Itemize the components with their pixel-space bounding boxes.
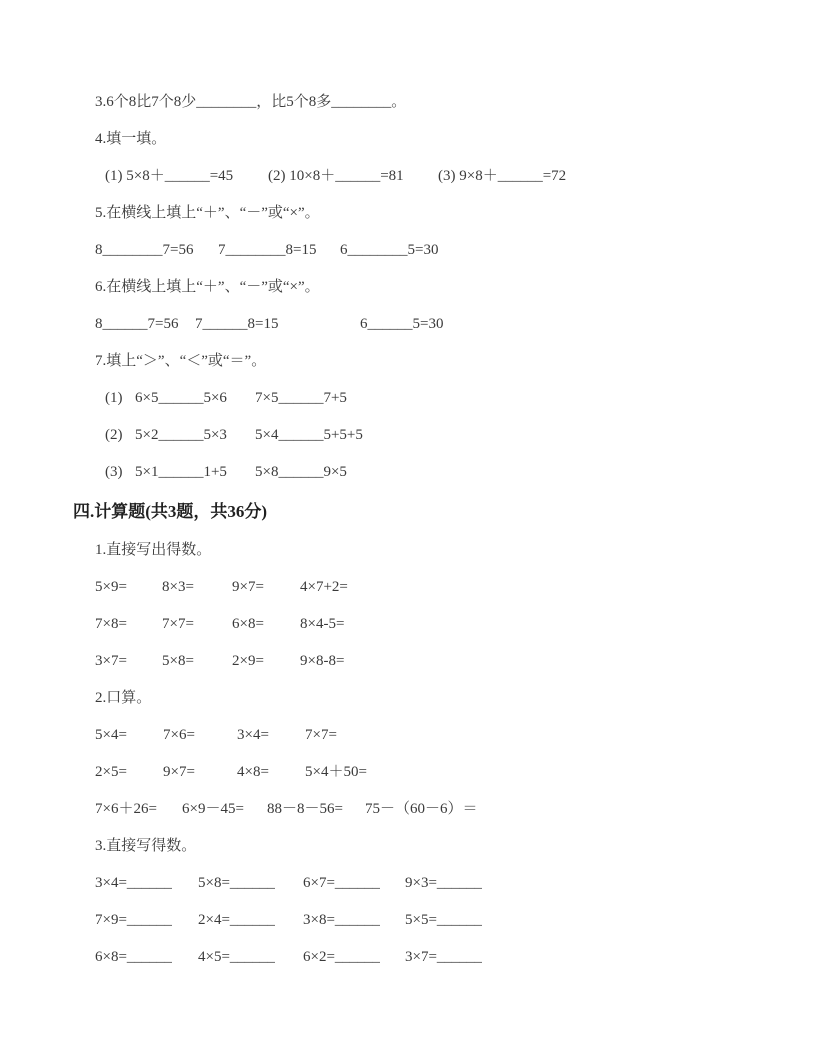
calc-1-row bbox=[95, 643, 756, 680]
fill-blank-item: 8______7=56 bbox=[95, 316, 179, 332]
compare-item: 5×8______9×5 bbox=[255, 464, 347, 480]
equation: 6×9－45= bbox=[182, 801, 244, 817]
equation: 5×9= bbox=[95, 579, 127, 595]
equation: 6×8= bbox=[232, 616, 264, 632]
fill-blank-item: (3) 9×8＋______=72 bbox=[438, 168, 567, 184]
section-4-title: 四.计算题(共3题，共36分) bbox=[73, 502, 268, 521]
question-5-items bbox=[95, 232, 756, 269]
fill-blank-item: 6______5=30 bbox=[360, 316, 444, 332]
equation: 5×8= bbox=[162, 653, 194, 669]
question-5-label: 5.在横线上填上“＋”、“－”或“×”。 bbox=[95, 205, 320, 221]
equation-blank: 5×8=______ bbox=[198, 875, 275, 891]
question-7-label: 7.填上“＞”、“＜”或“＝”。 bbox=[95, 353, 267, 369]
question-7-row bbox=[95, 454, 756, 491]
calc-1-row bbox=[95, 606, 756, 643]
equation-blank: 6×2=______ bbox=[303, 949, 380, 965]
fill-blank-item: 8________7=56 bbox=[95, 242, 194, 258]
equation: 2×5= bbox=[95, 764, 127, 780]
fill-blank-item: 7______8=15 bbox=[195, 316, 279, 332]
equation-blank: 2×4=______ bbox=[198, 912, 275, 928]
calc-1-row bbox=[95, 569, 756, 606]
equation: 7×7= bbox=[162, 616, 194, 632]
equation: 75－（60－6）＝ bbox=[365, 801, 478, 817]
question-3-text: 3.6个8比7个8少________，比5个8多________。 bbox=[95, 94, 407, 110]
equation: 4×8= bbox=[237, 764, 269, 780]
fill-blank-item: 6________5=30 bbox=[340, 242, 439, 258]
item-marker: (3) bbox=[105, 464, 123, 480]
equation-blank: 6×8=______ bbox=[95, 949, 172, 965]
calc-2-long-row bbox=[95, 791, 756, 828]
question-6-label: 6.在横线上填上“＋”、“－”或“×”。 bbox=[95, 279, 320, 295]
equation: 7×6＋26= bbox=[95, 801, 157, 817]
equation: 5×4= bbox=[95, 727, 127, 743]
item-marker: (1) bbox=[105, 390, 123, 406]
equation: 88－8－56= bbox=[267, 801, 343, 817]
compare-item: 6×5______5×6 bbox=[135, 390, 227, 406]
question-7-row bbox=[95, 417, 756, 454]
equation-blank: 6×7=______ bbox=[303, 875, 380, 891]
question-4-items bbox=[95, 158, 756, 195]
calc-3-label: 3.直接写得数。 bbox=[95, 838, 197, 854]
question-7-row bbox=[95, 380, 756, 417]
equation-blank: 9×3=______ bbox=[405, 875, 482, 891]
equation: 7×6= bbox=[163, 727, 195, 743]
equation: 8×3= bbox=[162, 579, 194, 595]
equation: 7×8= bbox=[95, 616, 127, 632]
equation: 9×8-8= bbox=[300, 653, 345, 669]
equation: 8×4-5= bbox=[300, 616, 345, 632]
equation: 3×4= bbox=[237, 727, 269, 743]
compare-item: 7×5______7+5 bbox=[255, 390, 347, 406]
compare-item: 5×4______5+5+5 bbox=[255, 427, 363, 443]
calc-1-label: 1.直接写出得数。 bbox=[95, 542, 212, 558]
question-4-label: 4.填一填。 bbox=[95, 131, 167, 147]
equation: 5×4＋50= bbox=[305, 764, 367, 780]
question-6-items bbox=[95, 306, 756, 343]
calc-3-row bbox=[95, 865, 756, 902]
equation: 2×9= bbox=[232, 653, 264, 669]
equation-blank: 3×8=______ bbox=[303, 912, 380, 928]
equation-blank: 3×7=______ bbox=[405, 949, 482, 965]
calc-3-row bbox=[95, 902, 756, 939]
equation: 9×7= bbox=[163, 764, 195, 780]
equation: 3×7= bbox=[95, 653, 127, 669]
fill-blank-item: 7________8=15 bbox=[218, 242, 317, 258]
equation-blank: 3×4=______ bbox=[95, 875, 172, 891]
fill-blank-item: (2) 10×8＋______=81 bbox=[268, 168, 404, 184]
equation: 7×7= bbox=[305, 727, 337, 743]
calc-2-row bbox=[95, 717, 756, 754]
equation: 9×7= bbox=[232, 579, 264, 595]
compare-item: 5×2______5×3 bbox=[135, 427, 227, 443]
equation-blank: 4×5=______ bbox=[198, 949, 275, 965]
equation-blank: 5×5=______ bbox=[405, 912, 482, 928]
item-marker: (2) bbox=[105, 427, 123, 443]
fill-blank-item: (1) 5×8＋______=45 bbox=[105, 168, 234, 184]
calc-2-row bbox=[95, 754, 756, 791]
calc-2-label: 2.口算。 bbox=[95, 690, 152, 706]
compare-item: 5×1______1+5 bbox=[135, 464, 227, 480]
equation-blank: 7×9=______ bbox=[95, 912, 172, 928]
calc-3-row bbox=[95, 939, 756, 976]
equation: 4×7+2= bbox=[300, 579, 348, 595]
